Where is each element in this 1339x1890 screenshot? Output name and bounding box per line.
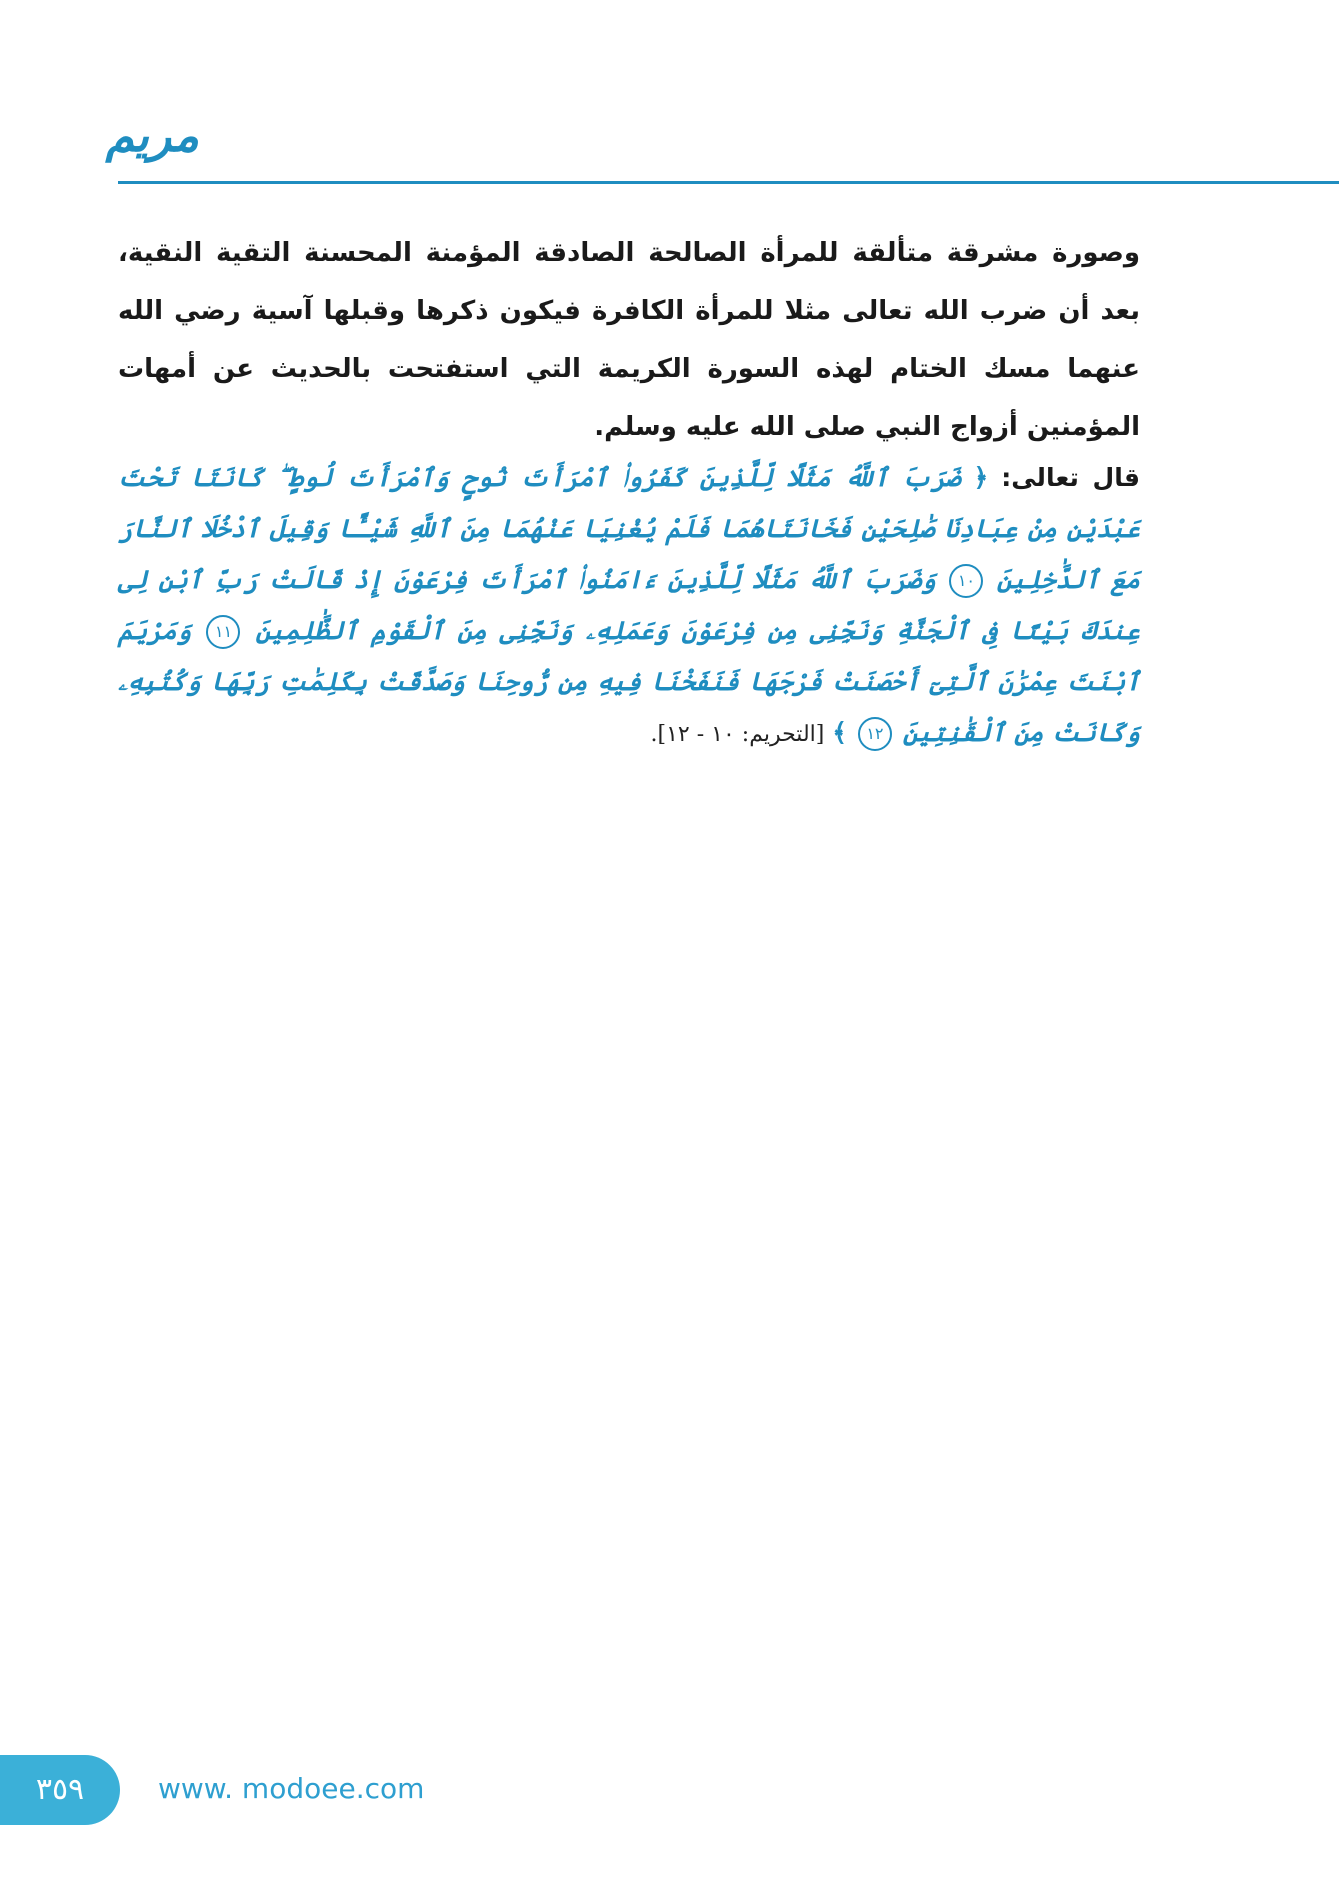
verse-10: ضَرَبَ ٱللَّهُ مَثَلًا لِّلَّذِينَ كَفَرُوا۟ ٱمْرَأَتَ نُوحٍ وَٱمْرَأَتَ لُوطٍ ۖ كَانَتَا تَحْتَ عَبْدَيْنِ مِنْ عِبَادِنَا صَٰلِحَيْنِ فَخَانَتَاهُمَا فَلَمْ يُغْنِيَا عَنْهُمَا مِنَ ٱللَّهِ شَيْـًٔا وَقِيلَ ٱدْخُلَا ٱلنَّارَ مَعَ ٱلدَّٰخِلِينَ — [118, 463, 1141, 594]
website-url[interactable]: www. modoee.com — [158, 1772, 425, 1805]
ayah-number-10: ١٠ — [949, 564, 983, 598]
verse-block — [118, 452, 1140, 760]
body-paragraph: وصورة مشرقة متألقة للمرأة الصالحة الصادقة المؤمنة المحسنة التقية النقية، بعد أن ضرب الله تعالى مثلا للمرأة الكافرة فيكون ذكرها وقبلها آسية رضي الله عنهما مسك الختام لهذه السورة الكريمة التي استفتحت بالحديث عن أمهات المؤمنين أزواج النبي صلى الله عليه وسلم. — [118, 238, 1140, 442]
header-rule — [118, 181, 1339, 184]
verse-11: وَضَرَبَ ٱللَّهُ مَثَلًا لِّلَّذِينَ ءَامَنُوا۟ ٱمْرَأَتَ فِرْعَوْنَ إِذْ قَالَتْ رَبِّ ٱبْنِ لِى عِندَكَ بَيْتًا فِى ٱلْجَنَّةِ وَنَجِّنِى مِن فِرْعَوْنَ وَعَمَلِهِۦ وَنَجِّنِى مِنَ ٱلْقَوْمِ ٱلظَّٰلِمِينَ — [118, 565, 1141, 645]
open-bracket: ﴿ — [973, 463, 989, 492]
ayah-number-12: ١٢ — [858, 717, 892, 751]
chapter-title: مريم — [105, 108, 199, 162]
close-bracket: ﴾ — [832, 718, 847, 747]
verse-12: وَمَرْيَمَ ٱبْنَتَ عِمْرَٰنَ ٱلَّتِىٓ أَحْصَنَتْ فَرْجَهَا فَنَفَخْنَا فِيهِ مِن رُّوحِنَا وَصَدَّقَتْ بِكَلِمَٰتِ رَبِّهَا وَكُتُبِهِۦ وَكَانَتْ مِنَ ٱلْقَٰنِتِينَ — [118, 616, 1140, 747]
page-number-badge: ٣٥٩ — [0, 1755, 120, 1825]
verse-intro: قال تعالى: — [1001, 463, 1140, 492]
verse-paragraph — [118, 452, 1140, 760]
body-text — [118, 224, 1140, 456]
verse-reference: [التحريم: ١٠ - ١٢]. — [650, 722, 825, 747]
ayah-number-11: ١١ — [206, 615, 240, 649]
